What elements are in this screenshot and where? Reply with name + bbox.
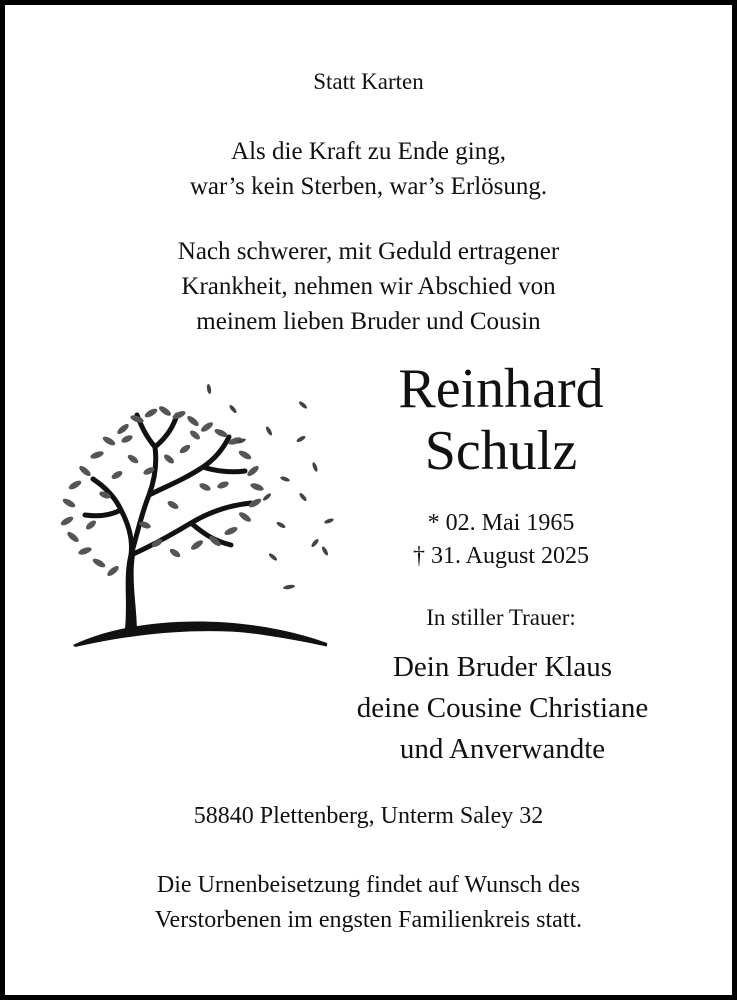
intro-line: Nach schwerer, mit Geduld ertragener xyxy=(177,238,560,265)
windblown-tree-icon xyxy=(45,375,345,655)
statt-karten-label: Statt Karten xyxy=(313,69,424,94)
intro-line: Krankheit, nehmen wir Abschied von xyxy=(181,273,556,300)
birth-date: * 02. Mai 1965 xyxy=(427,510,575,536)
first-name: Reinhard xyxy=(398,358,604,420)
burial-note-line: Verstorbenen im engsten Familienkreis statt. xyxy=(154,907,583,933)
address: 58840 Plettenberg, Unterm Saley 32 xyxy=(193,803,544,829)
intro-text xyxy=(5,234,732,339)
burial-note-line: Die Urnenbeisetzung findet auf Wunsch des xyxy=(156,872,581,898)
intro-line: meinem lieben Bruder und Cousin xyxy=(196,308,541,335)
mourners-list xyxy=(315,647,690,770)
deceased-name xyxy=(345,358,657,482)
verse-line: war’s kein Sterben, war’s Erlösung. xyxy=(189,173,548,200)
mourning-heading: In stiller Trauer: xyxy=(426,605,576,630)
burial-note xyxy=(5,868,732,938)
death-date: † 31. August 2025 xyxy=(412,543,589,569)
mourner-line: und Anverwandte xyxy=(399,733,606,765)
verse-line: Als die Kraft zu Ende ging, xyxy=(231,138,506,165)
mourner-line: Dein Bruder Klaus xyxy=(392,651,613,683)
life-dates xyxy=(345,507,657,573)
last-name: Schulz xyxy=(424,420,578,482)
mourner-line: deine Cousine Christiane xyxy=(356,692,649,724)
verse xyxy=(5,134,732,204)
